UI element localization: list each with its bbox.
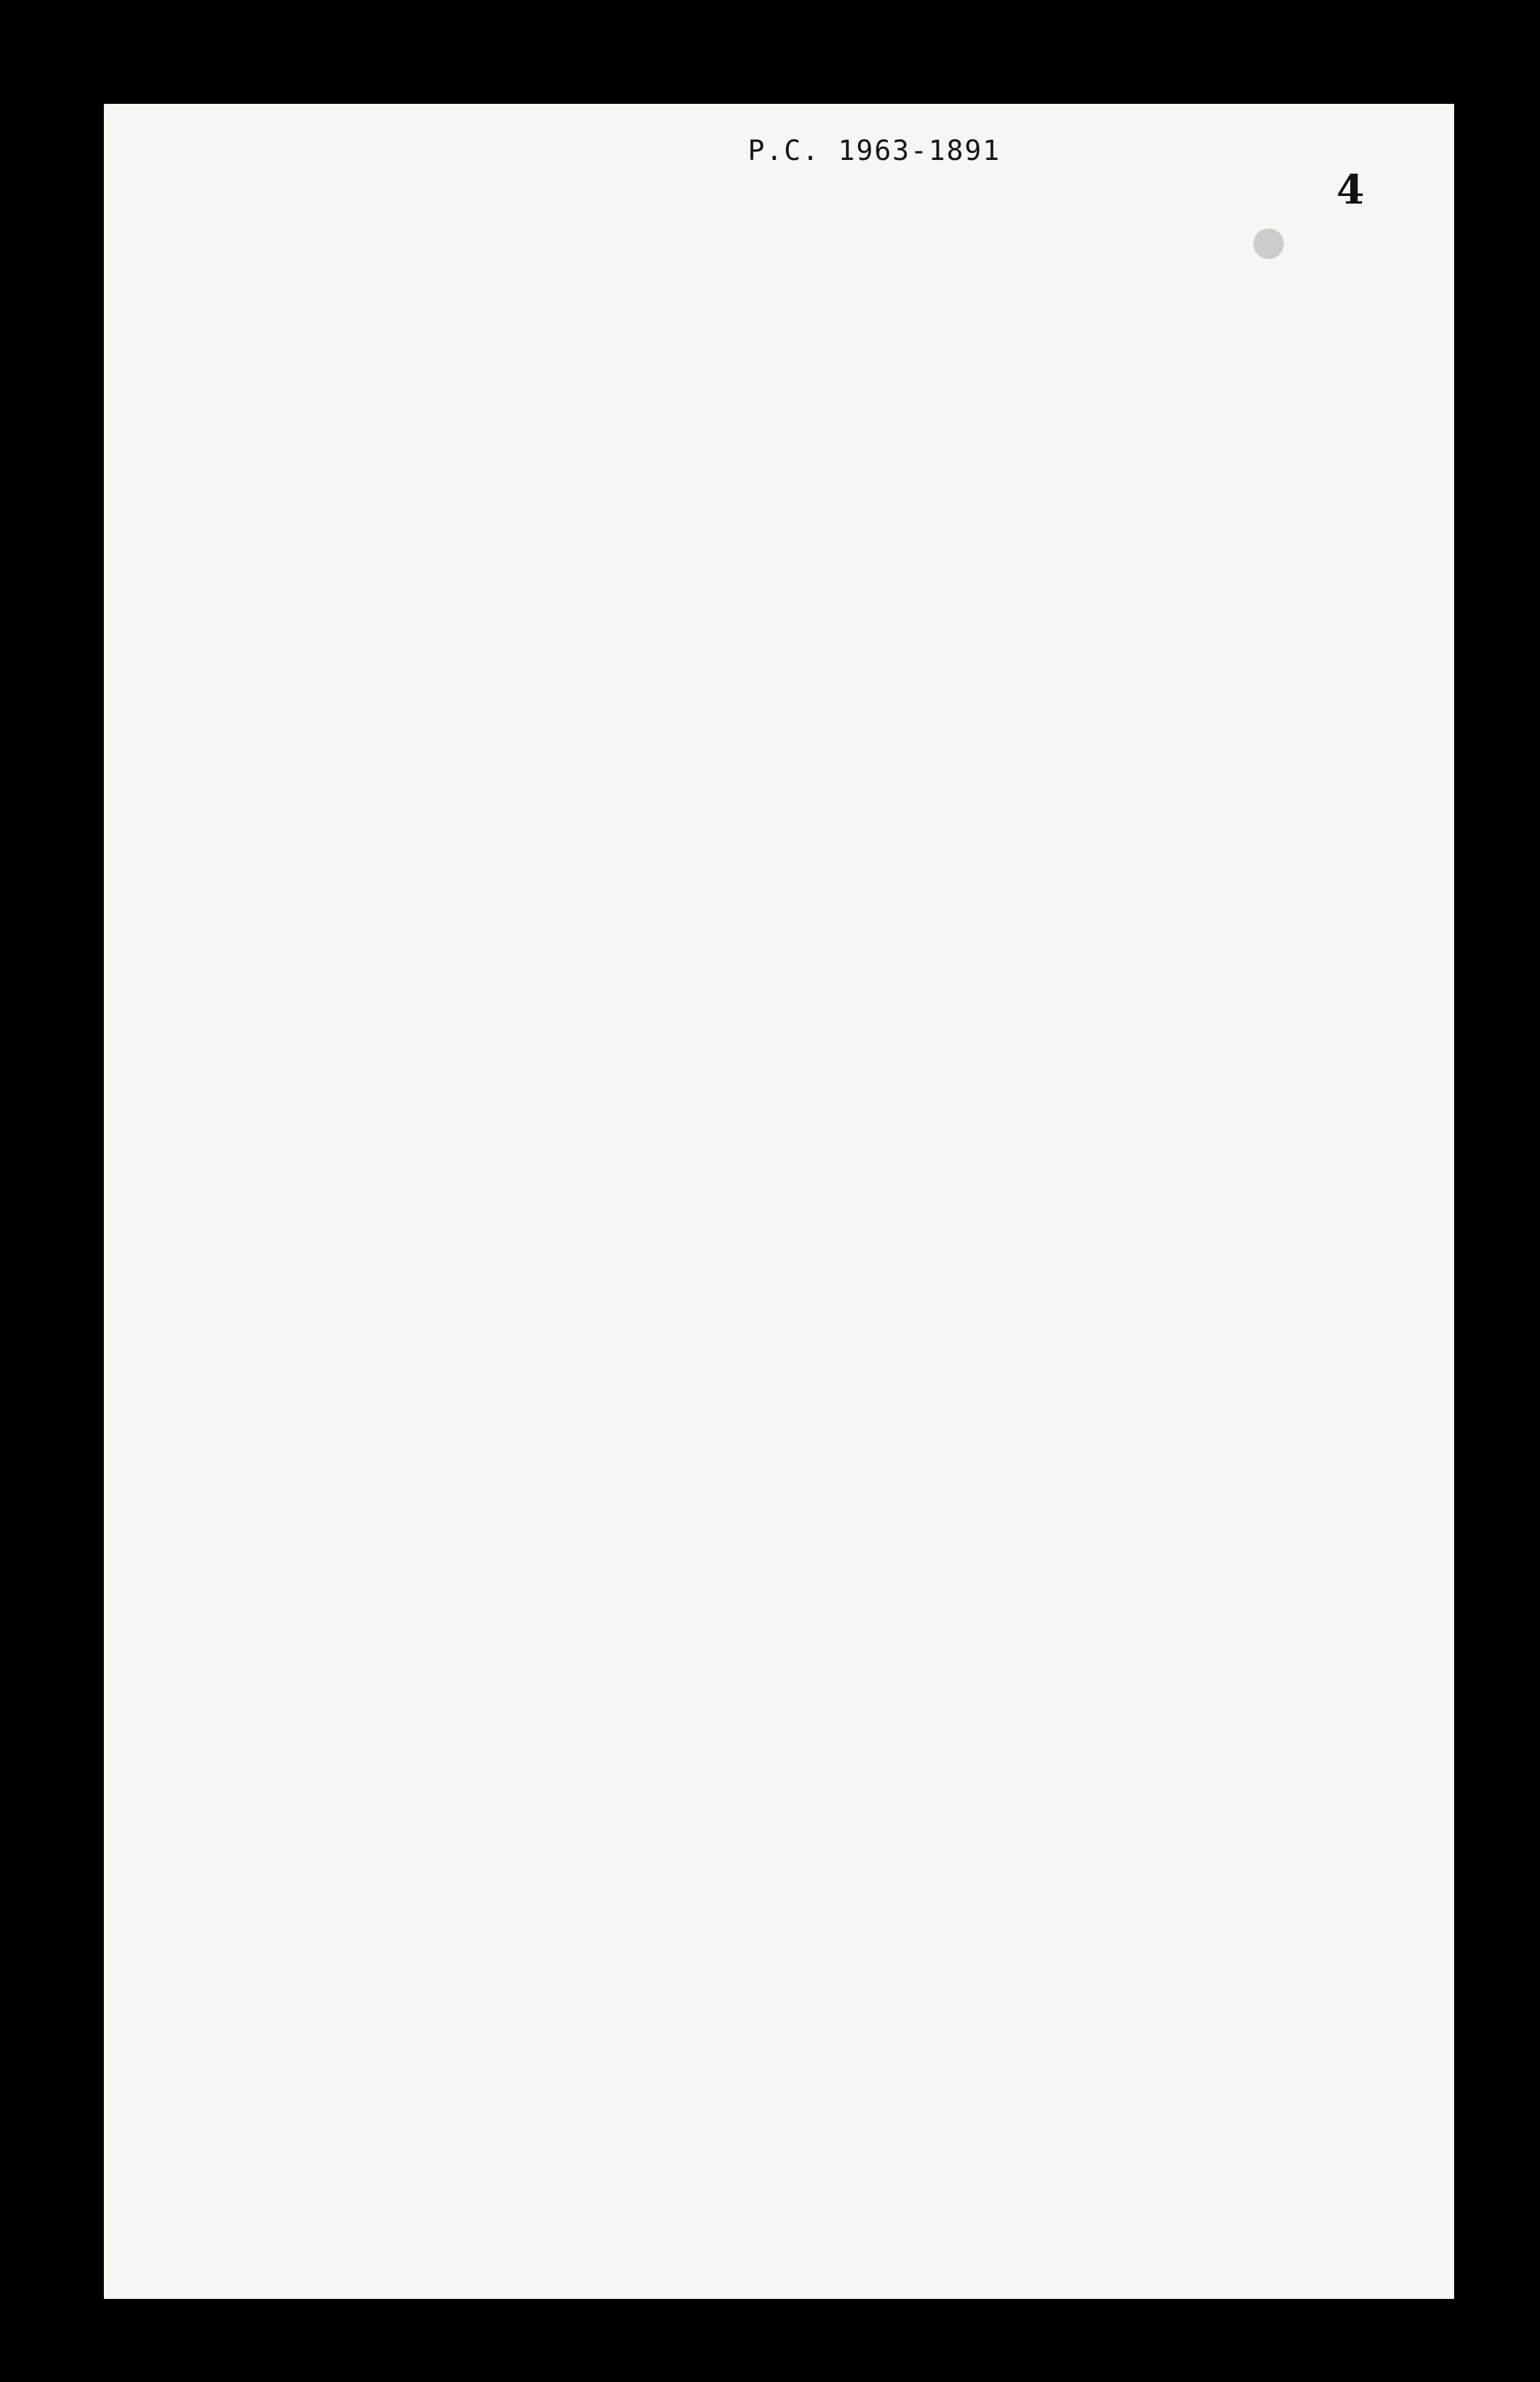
document-page (104, 104, 1454, 2299)
capital-budget-table (1426, 222, 1540, 2230)
page-number: 4 (1336, 166, 1365, 213)
reference-number: P.C. 1963-1891 (748, 135, 1001, 167)
scan-spot (1253, 229, 1284, 259)
